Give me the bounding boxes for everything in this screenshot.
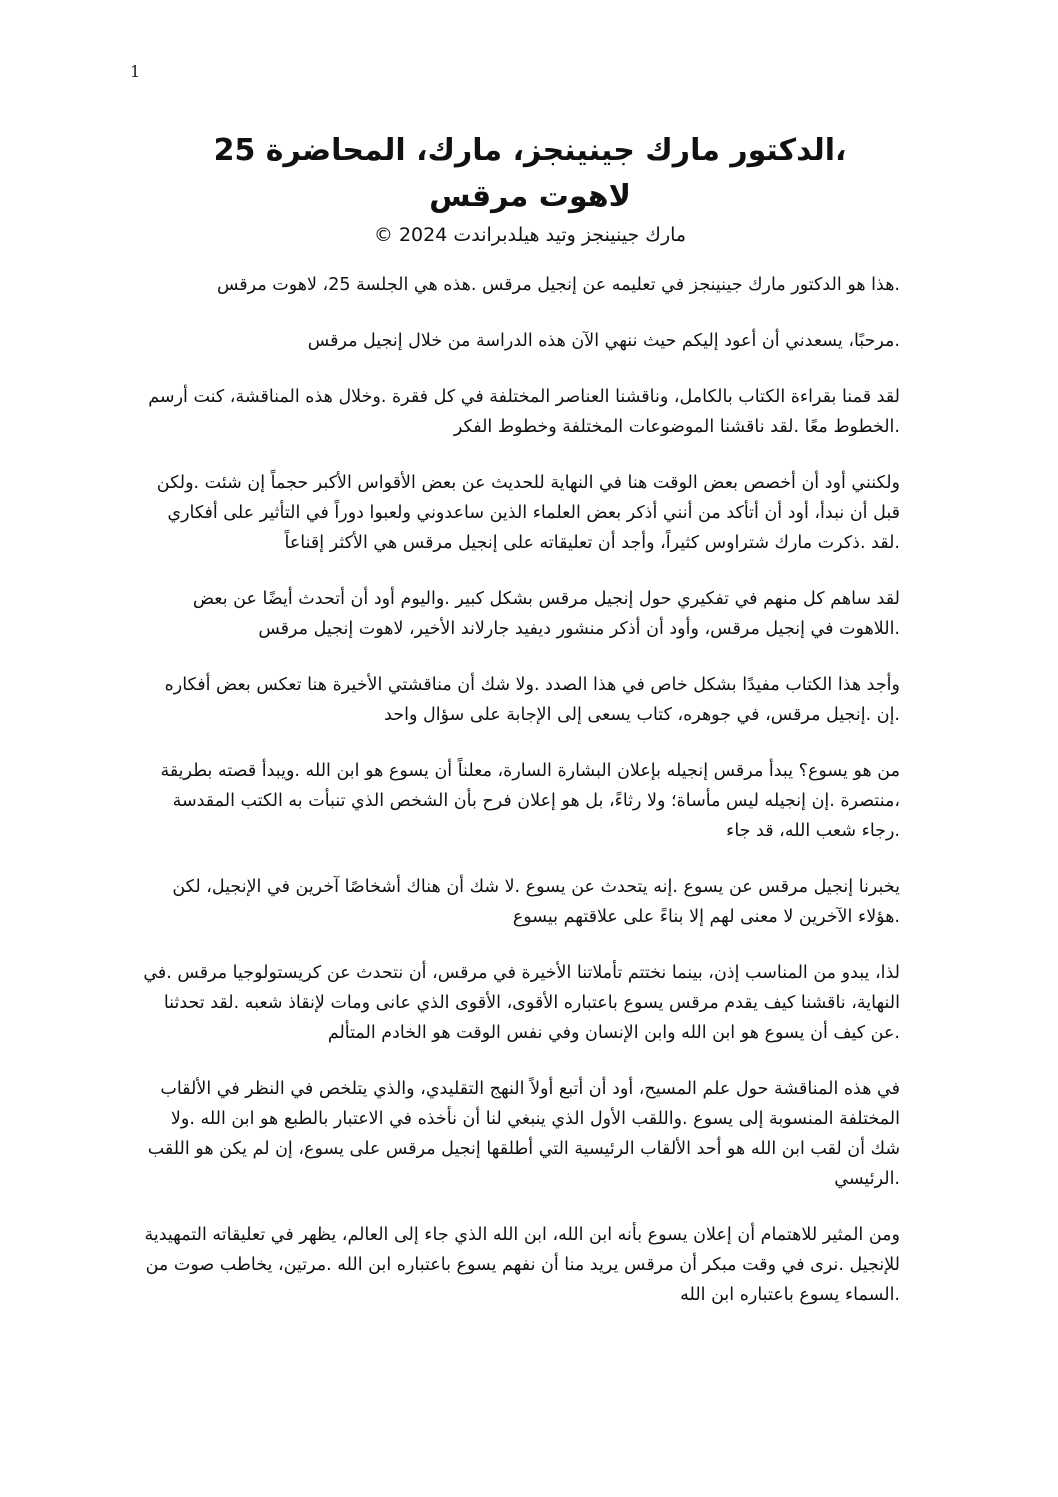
paragraph-5: لقد ساهم كل منهم في تفكيري حول إنجيل مرقس بشكل كبير .واليوم أود أن أتحدث أيضًا عن بعض .اللاهوت في إنجيل مرقس، وأود أن أذكر منشور ديفيد جارلاند الأخير، لاهوت إنجيل مرقس	[192, 589, 900, 639]
document-title-line-2: لاهوت مرقس	[429, 179, 631, 214]
paragraph-7: من هو يسوع؟ يبدأ مرقس إنجيله بإعلان البشارة السارة، معلناً أن يسوع هو ابن الله .ويبدأ قصته بطريقة ،منتصرة .إن إنجيله ليس مأساة؛ ولا رثاءً، بل هو إعلان فرح بأن الشخص الذي تنبأت به الكتب المقدسة .رجاء شعب الله، قد جاء	[160, 761, 900, 841]
paragraph-2: .مرحبًا، يسعدني أن أعود إليكم حيث ننهي الآن هذه الدراسة من خلال إنجيل مرقس	[307, 331, 900, 351]
copyright-notice: مارك جينينجز وتيد هيلدبراندت 2024 ©	[373, 224, 687, 246]
document-header	[150, 128, 910, 250]
paragraph-3: لقد قمنا بقراءة الكتاب بالكامل، وناقشنا العناصر المختلفة في كل فقرة .وخلال هذه المناقشة، كنت أرسم .الخطوط معًا .لقد ناقشنا الموضوعات المختلفة وخطوط الفكر	[148, 387, 900, 437]
paragraph-10: في هذه المناقشة حول علم المسيح، أود أن أتبع أولاً النهج التقليدي، والذي يتلخص في النظر في الألقاب المختلفة المنسوبة إلى يسوع .واللقب الأول الذي ينبغي لنا أن نأخذه في الاعتبار بالطبع هو ابن الله .ولا شك أن لقب ابن الله هو أحد الألقاب الرئيسية التي أطلقها إنجيل مرقس على يسوع، إن لم يكن هو اللقب .الرئيسي	[147, 1079, 900, 1189]
paragraph-4: ولكنني أود أن أخصص بعض الوقت هنا في النهاية للحديث عن بعض الأقواس الأكبر حجماً إن شئت .ولكن قبل أن نبدأ، أود أن أتأكد من أنني أذكر بعض العلماء الذين ساعدوني ولعبوا دوراً في التأثير على أفكاري .لقد .ذكرت مارك شتراوس كثيراً، وأجد أن تعليقاته على إنجيل مرقس هي الأكثر إقناعاً	[156, 473, 900, 553]
document-body	[140, 270, 900, 1336]
paragraph-1: .هذا هو الدكتور مارك جينينجز في تعليمه عن إنجيل مرقس .هذه هي الجلسة 25، لاهوت مرقس	[217, 275, 900, 295]
paragraph-6: وأجد هذا الكتاب مفيدًا بشكل خاص في هذا الصدد .ولا شك أن مناقشتي الأخيرة هنا تعكس بعض أفكاره .إن .إنجيل مرقس، في جوهره، كتاب يسعى إلى الإجابة على سؤال واحد	[164, 675, 900, 725]
paragraph-11: ومن المثير للاهتمام أن إعلان يسوع بأنه ابن الله، ابن الله الذي جاء إلى العالم، يظهر في تعليقاته التمهيدية للإنجيل .نرى في وقت مبكر أن مرقس يريد منا أن نفهم يسوع باعتباره ابن الله .مرتين، يخاطب صوت من .السماء يسوع باعتباره ابن الله	[144, 1225, 900, 1305]
page-number: 1	[130, 62, 141, 81]
paragraph-9: لذا، يبدو من المناسب إذن، بينما نختتم تأملاتنا الأخيرة في مرقس، أن نتحدث عن كريستولوجيا مرقس .في النهاية، ناقشنا كيف يقدم مرقس يسوع باعتباره الأقوى، الأقوى الذي عانى ومات لإنقاذ شعبه .لقد تحدثنا .عن كيف أن يسوع هو ابن الله وابن الإنسان وفي نفس الوقت هو الخادم المتألم	[143, 963, 900, 1043]
document-title-line-1: ،الدكتور مارك جينينجز، مارك، المحاضرة 25	[213, 133, 847, 168]
paragraph-8: يخبرنا إنجيل مرقس عن يسوع .إنه يتحدث عن يسوع .لا شك أن هناك أشخاصًا آخرين في الإنجيل، لكن .هؤلاء الآخرين لا معنى لهم إلا بناءً على علاقتهم بيسوع	[172, 877, 900, 927]
